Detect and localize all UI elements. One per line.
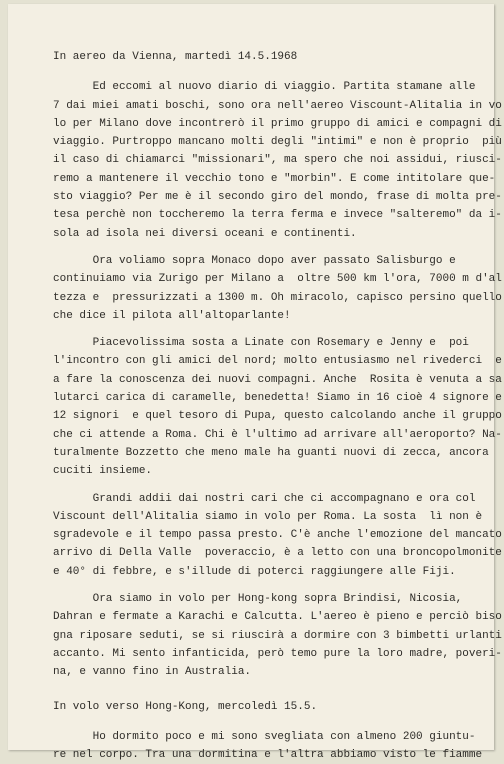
text-line: Piacevolissima sosta a Linate con Rosemary e Jenny e poi	[53, 337, 469, 350]
paragraph	[53, 728, 483, 764]
text-line: e 40° di febbre, e s'illude di poterci raggiungere alle Fiji.	[53, 565, 456, 578]
paragraph	[53, 590, 502, 681]
text-line: na, e vanno fino in Australia.	[53, 666, 252, 679]
entry-heading-1: In aereo da Vienna, martedì 14.5.1968	[53, 51, 298, 63]
text-line: Ho dormito poco e mi sono svegliata con almeno 200 giuntu-	[53, 730, 476, 743]
text-line: che ci attende a Roma. Chi è l'ultimo ad arrivare all'aeroporto? Na-	[53, 428, 502, 441]
page-text	[53, 48, 502, 764]
section-gap	[53, 682, 468, 698]
text-line: accanto. Mi sento infanticida, però temo pure la loro madre, poveri-	[53, 647, 502, 660]
text-line: remo a mantenere il vecchio tono e "morbin". E come intitolare que-	[53, 172, 496, 185]
text-line: re nel corpo. Tra una dormitina e l'altra abbiamo visto le fiamme	[53, 749, 483, 762]
text-line: sola ad isola nei diversi oceani e continenti.	[53, 227, 357, 240]
text-line: 12 signori e quel tesoro di Pupa, questo calcolando anche il gruppo	[53, 410, 502, 423]
text-line: Grandi addii dai nostri cari che ci accompagnano e ora col	[53, 492, 476, 505]
text-line: Viscount dell'Alitalia siamo in volo per Roma. La sosta lì non è	[53, 510, 483, 523]
text-line: Ora siamo in volo per Hong-kong sopra Brindisi, Nicosia,	[53, 593, 463, 606]
text-line: tezza e pressurizzati a 1300 m. Oh miracolo, capisco persino quello	[53, 291, 502, 304]
text-line: 7 dai miei amati boschi, sono ora nell'aereo Viscount-Alitalia in vo	[53, 99, 502, 112]
text-line: il caso di chiamarci "missionari", ma spero che noi assidui, riusci-	[53, 154, 502, 167]
text-line: arrivo di Della Valle poveraccio, è a letto con una broncopolmonite	[53, 547, 502, 560]
paragraph	[53, 78, 502, 243]
text-line: Dahran e fermate a Karachi e Calcutta. L'aereo è pieno e perciò biso	[53, 611, 502, 624]
text-line: Ora voliamo sopra Monaco dopo aver passato Salisburgo e	[53, 254, 456, 267]
text-line: l'incontro con gli amici del nord; molto entusiasmo nel rivederci e	[53, 355, 502, 368]
text-line: Ed eccomi al nuovo diario di viaggio. Partita stamane alle	[53, 81, 476, 94]
typewritten-page	[8, 4, 502, 762]
entry-2-body	[53, 728, 483, 764]
text-line: lutarci carica di caramelle, benedetta! Siamo in 16 cioè 4 signore e	[53, 392, 502, 405]
text-line: gna riposare seduti, se si riuscirà a dormire con 3 bimbetti urlanti	[53, 629, 502, 642]
text-line: sgradevole e il tempo passa presto. C'è anche l'emozione del mancato	[53, 529, 502, 542]
text-line: sto viaggio? Per me è il secondo giro del mondo, frase di molta pre-	[53, 191, 502, 204]
paragraph	[53, 490, 502, 581]
text-line: che dice il pilota all'altoparlante!	[53, 309, 291, 322]
paragraph	[53, 252, 502, 325]
text-line: continuiamo via Zurigo per Milano a oltre 500 km l'ora, 7000 m d'al	[53, 273, 502, 286]
text-line: cuciti insieme.	[53, 465, 153, 478]
entry-heading-2: In volo verso Hong-Kong, mercoledì 15.5.	[53, 700, 318, 713]
text-line: a fare la conoscenza dei nuovi compagni. Anche Rosita è venuta a sa	[53, 373, 502, 386]
text-line: viaggio. Purtroppo mancano molti degli "intimi" e non è proprio più	[53, 136, 502, 149]
entry-1-body	[53, 78, 502, 681]
paragraph	[53, 334, 502, 480]
text-line: turalmente Bozzetto che meno male ha guanti nuovi di zecca, ancora	[53, 446, 489, 459]
text-line: lo per Milano dove incontrerò il primo gruppo di amici e compagni di	[53, 117, 502, 130]
text-line: tesa perchè non toccheremo la terra ferma e invece "salteremo" da i-	[53, 209, 502, 222]
